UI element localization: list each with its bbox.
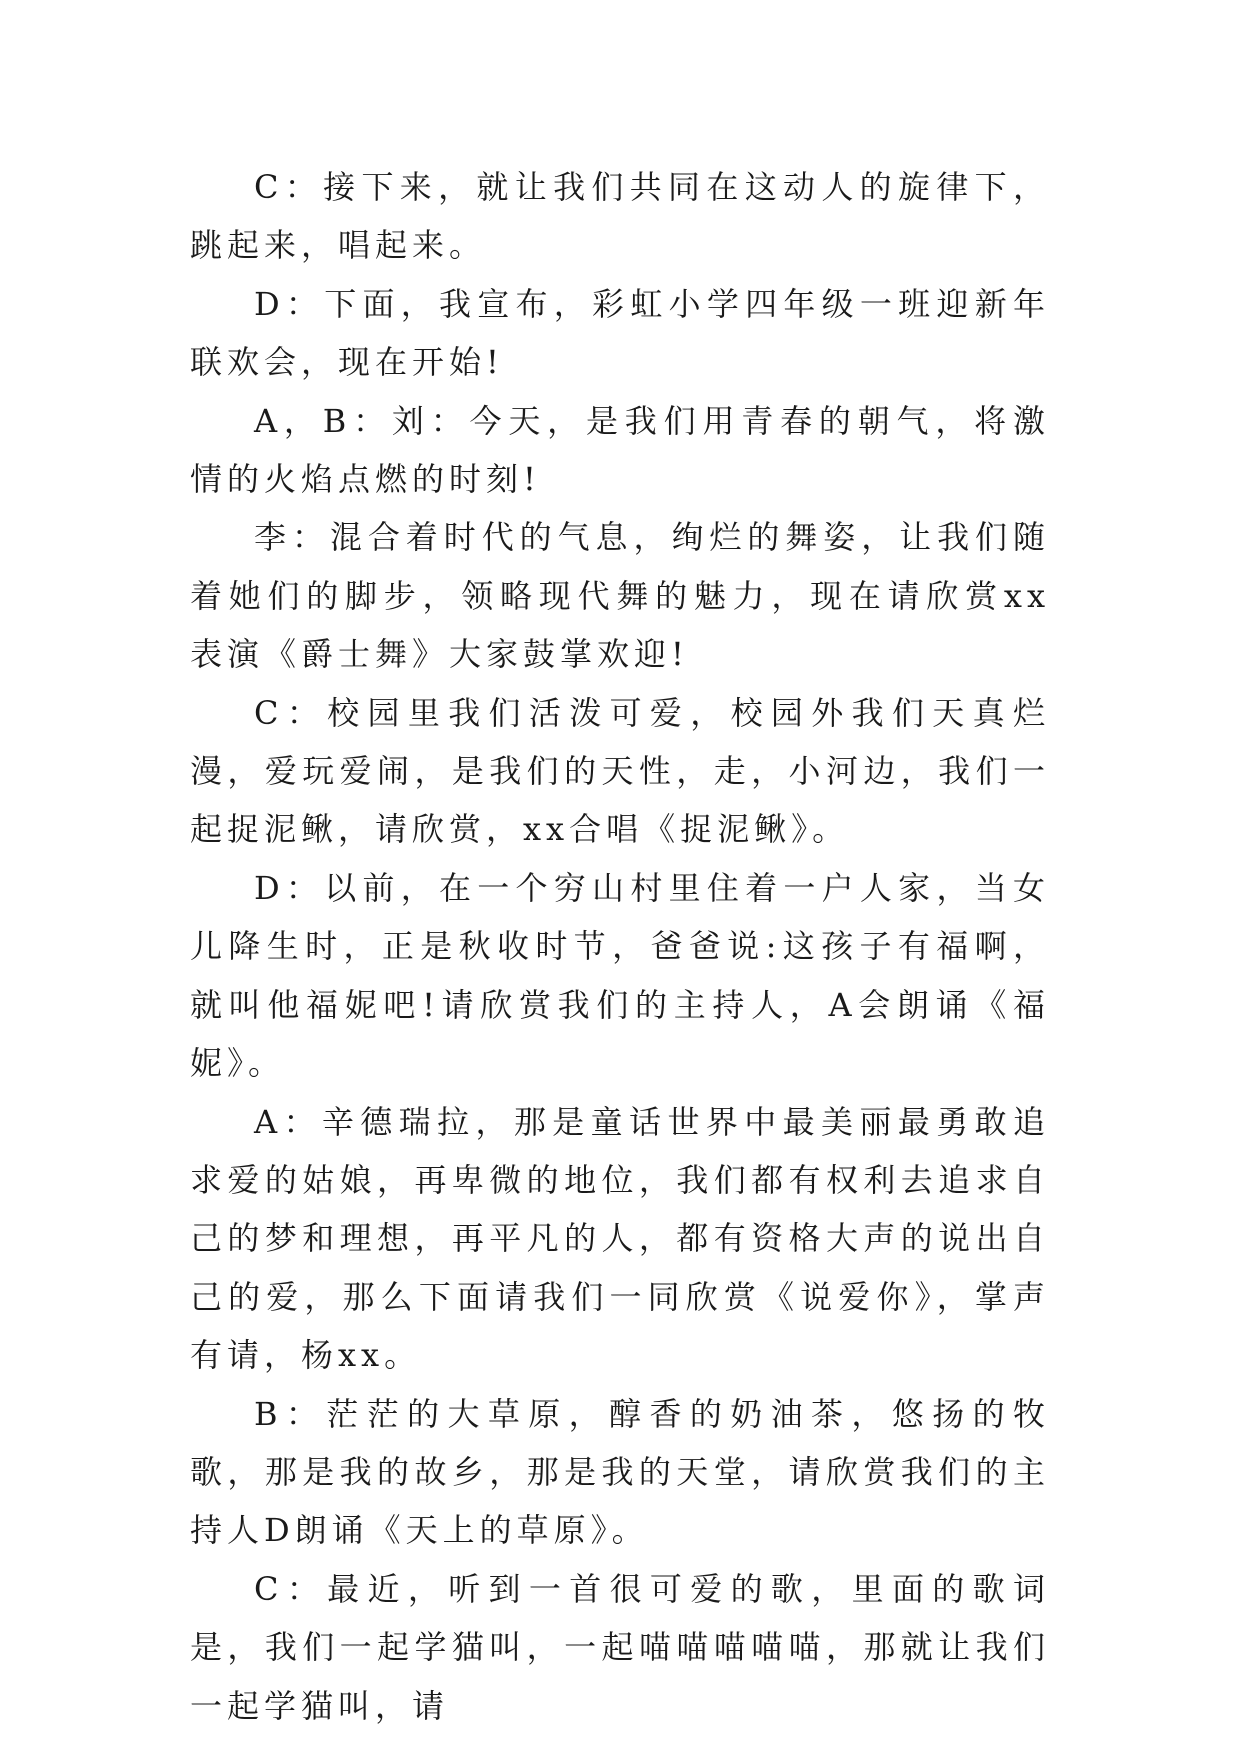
paragraph: C：最近，听到一首很可爱的歌，里面的歌词是，我们一起学猫叫，一起喵喵喵喵喵，那就让我们一起学猫叫，请 [190,1569,1050,1725]
document-body [190,158,1050,1735]
paragraph: D：下面，我宣布，彩虹小学四年级一班迎新年联欢会，现在开始! [190,284,1050,382]
paragraph: B：茫茫的大草原，醇香的奶油茶，悠扬的牧歌，那是我的故乡，那是我的天堂，请欣赏我们的主持人D朗诵《天上的草原》。 [190,1394,1050,1550]
paragraph: D：以前，在一个穷山村里住着一户人家，当女儿降生时，正是秋收时节，爸爸说:这孩子有福啊，就叫他福妮吧!请欣赏我们的主持人，A会朗诵《福妮》。 [190,868,1050,1083]
paragraph: C：校园里我们活泼可爱，校园外我们天真烂漫，爱玩爱闹，是我们的天性，走，小河边，我们一起捉泥鳅，请欣赏，xx合唱《捉泥鳅》。 [190,693,1050,849]
paragraph: 李：混合着时代的气息，绚烂的舞姿，让我们随着她们的脚步，领略现代舞的魅力，现在请欣赏xx表演《爵士舞》大家鼓掌欢迎! [190,518,1050,674]
paragraph: A：辛德瑞拉，那是童话世界中最美丽最勇敢追求爱的姑娘，再卑微的地位，我们都有权利去追求自己的梦和理想，再平凡的人，都有资格大声的说出自己的爱，那么下面请我们一同欣赏《说爱你》，掌声有请，杨xx。 [190,1102,1050,1375]
paragraph: A，B：刘：今天，是我们用青春的朝气，将激情的火焰点燃的时刻! [190,401,1050,499]
paragraph: C：接下来，就让我们共同在这动人的旋律下，跳起来，唱起来。 [190,168,1050,265]
